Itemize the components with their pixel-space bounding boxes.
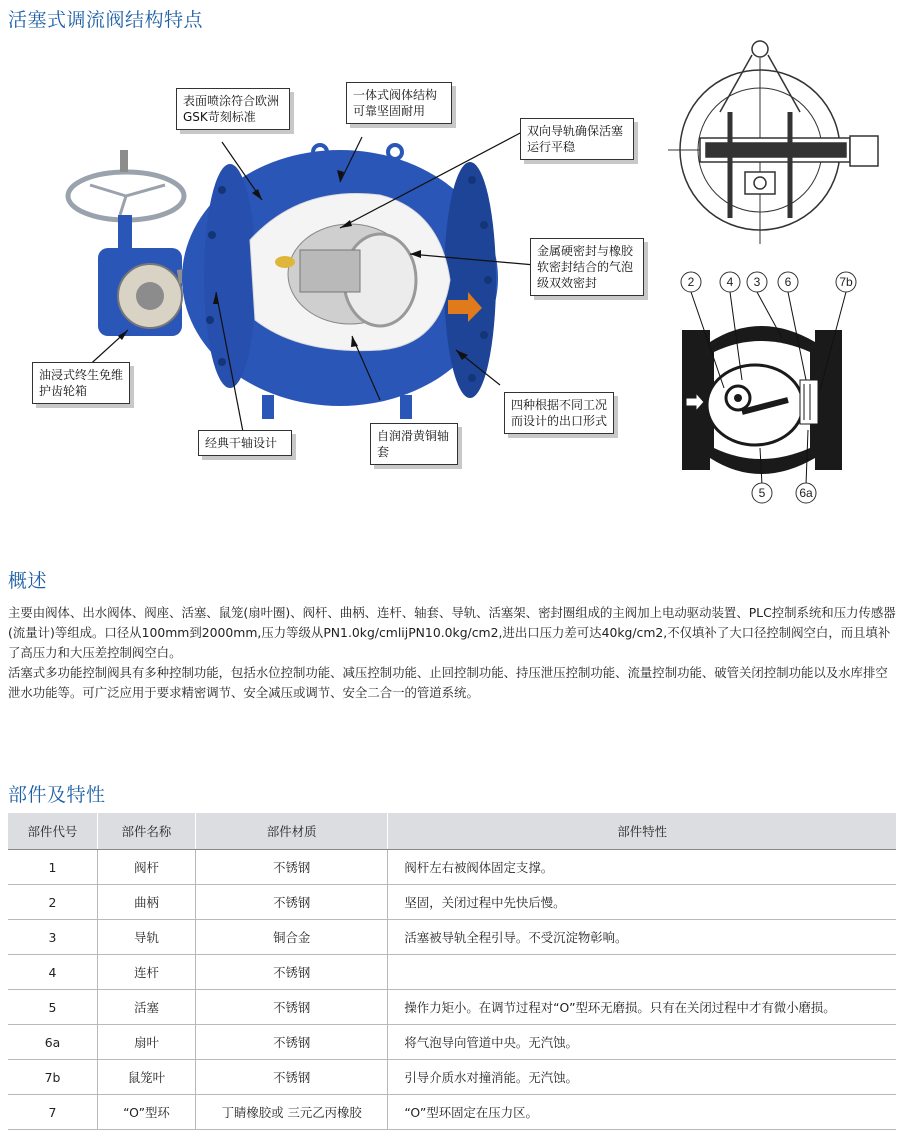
table-row: [8, 885, 896, 920]
top-right-diagram: [668, 41, 878, 244]
cell-material: 不锈钢: [196, 955, 388, 990]
cell-name: 曲柄: [97, 885, 195, 920]
diagram-label-7b: 7b: [839, 275, 853, 289]
structure-figure: [0, 40, 900, 520]
callout-gearbox: 油浸式终生免维护齿轮箱: [32, 362, 130, 404]
cell-feature: 引导介质水对撞消能。无汽蚀。: [388, 1060, 896, 1095]
cell-material: 丁睛橡胶或 三元乙丙橡胶: [196, 1095, 388, 1130]
cell-code: 3: [8, 920, 97, 955]
cell-feature: 坚固，关闭过程中先快后慢。: [388, 885, 896, 920]
callout-outlet: 四种根据不同工况而设计的出口形式: [504, 392, 614, 434]
cell-feature: 阀杆左右被阀体固定支撑。: [388, 850, 896, 885]
diagram-label-6a: 6a: [799, 486, 813, 500]
section-title-structure: 活塞式调流阀结构特点: [8, 9, 204, 31]
diagram-label-2: 2: [687, 275, 695, 289]
section-title-overview: 概述: [8, 570, 48, 592]
table-row: [8, 955, 896, 990]
header-feature: 部件特性: [388, 813, 896, 850]
table-row: [8, 1025, 896, 1060]
cell-code: 5: [8, 990, 97, 1025]
cell-feature: “O”型环固定在压力区。: [388, 1095, 896, 1130]
cell-name: 连杆: [97, 955, 195, 990]
diagram-label-6: 6: [784, 275, 792, 289]
diagram-label-4: 4: [726, 275, 734, 289]
diagram-label-5: 5: [758, 486, 766, 500]
cell-material: 不锈钢: [196, 850, 388, 885]
cell-material: 不锈钢: [196, 990, 388, 1025]
overview-paragraph-1: 主要由阀体、出水阀体、阀座、活塞、鼠笼(扇叶圈)、阀杆、曲柄、连杆、轴套、导轨、活塞架、密封圈组成的主阀加上电动驱动装置、PLC控制系统和压力传感器(流量计)等组成。口径从100mm到2000mm,压力等级从PN1.0kg/cmlijPN10.0kg/cm2,进出口压力差可达40kg/cm2,不仅填补了大口径控制阀空白，而且填补了高压力和大压差控制阀空白。: [8, 605, 896, 660]
callout-bushing: 自润滑黄铜轴套: [370, 423, 458, 465]
table-row: [8, 850, 896, 885]
header-code: 部件代号: [8, 813, 97, 850]
cell-material: 不锈钢: [196, 1025, 388, 1060]
cell-code: 1: [8, 850, 97, 885]
table-row: [8, 920, 896, 955]
table-row: [8, 990, 896, 1025]
cell-code: 4: [8, 955, 97, 990]
cell-material: 铜合金: [196, 920, 388, 955]
cell-feature: 活塞被导轨全程引导。不受沉淀物彰响。: [388, 920, 896, 955]
valve-illustration: [68, 145, 498, 419]
parts-table: [8, 813, 896, 1130]
header-name: 部件名称: [97, 813, 195, 850]
table-header-row: [8, 813, 896, 850]
cell-name: “O”型环: [97, 1095, 195, 1130]
cell-code: 2: [8, 885, 97, 920]
table-row: [8, 1095, 896, 1130]
callout-body: 一体式阀体结构可靠坚固耐用: [346, 82, 452, 124]
cell-material: 不锈钢: [196, 885, 388, 920]
cell-name: 鼠笼叶: [97, 1060, 195, 1095]
numbered-diagram: [681, 272, 856, 503]
cell-feature: [388, 955, 896, 990]
callout-shaft: 经典干轴设计: [198, 430, 292, 456]
cell-name: 阀杆: [97, 850, 195, 885]
cell-feature: 将气泡导向管道中央。无汽蚀。: [388, 1025, 896, 1060]
section-title-parts: 部件及特性: [8, 784, 106, 806]
callout-coating: 表面喷涂符合欧洲GSK苛刻标准: [176, 88, 290, 130]
callout-seal: 金属硬密封与橡胶软密封结合的气泡级双效密封: [530, 238, 644, 296]
diagram-label-3: 3: [753, 275, 761, 289]
cell-code: 6a: [8, 1025, 97, 1060]
cell-code: 7b: [8, 1060, 97, 1095]
cell-name: 活塞: [97, 990, 195, 1025]
header-material: 部件材质: [196, 813, 388, 850]
cell-code: 7: [8, 1095, 97, 1130]
callout-guide: 双向导轨确保活塞运行平稳: [520, 118, 634, 160]
cell-feature: 操作力矩小。在调节过程对“O”型环无磨损。只有在关闭过程中才有微小磨损。: [388, 990, 896, 1025]
cell-material: 不锈钢: [196, 1060, 388, 1095]
overview-text: [8, 603, 896, 703]
table-row: [8, 1060, 896, 1095]
overview-paragraph-2: 活塞式多功能控制阀具有多种控制功能，包括水位控制功能、减压控制功能、止回控制功能、持压泄压控制功能、流量控制功能、破管关闭控制功能以及水库排空泄水功能等。可广泛应用于要求精密调节、安全减压或调节、安全二合一的管道系统。: [8, 665, 888, 700]
cell-name: 导轨: [97, 920, 195, 955]
cell-name: 扇叶: [97, 1025, 195, 1060]
